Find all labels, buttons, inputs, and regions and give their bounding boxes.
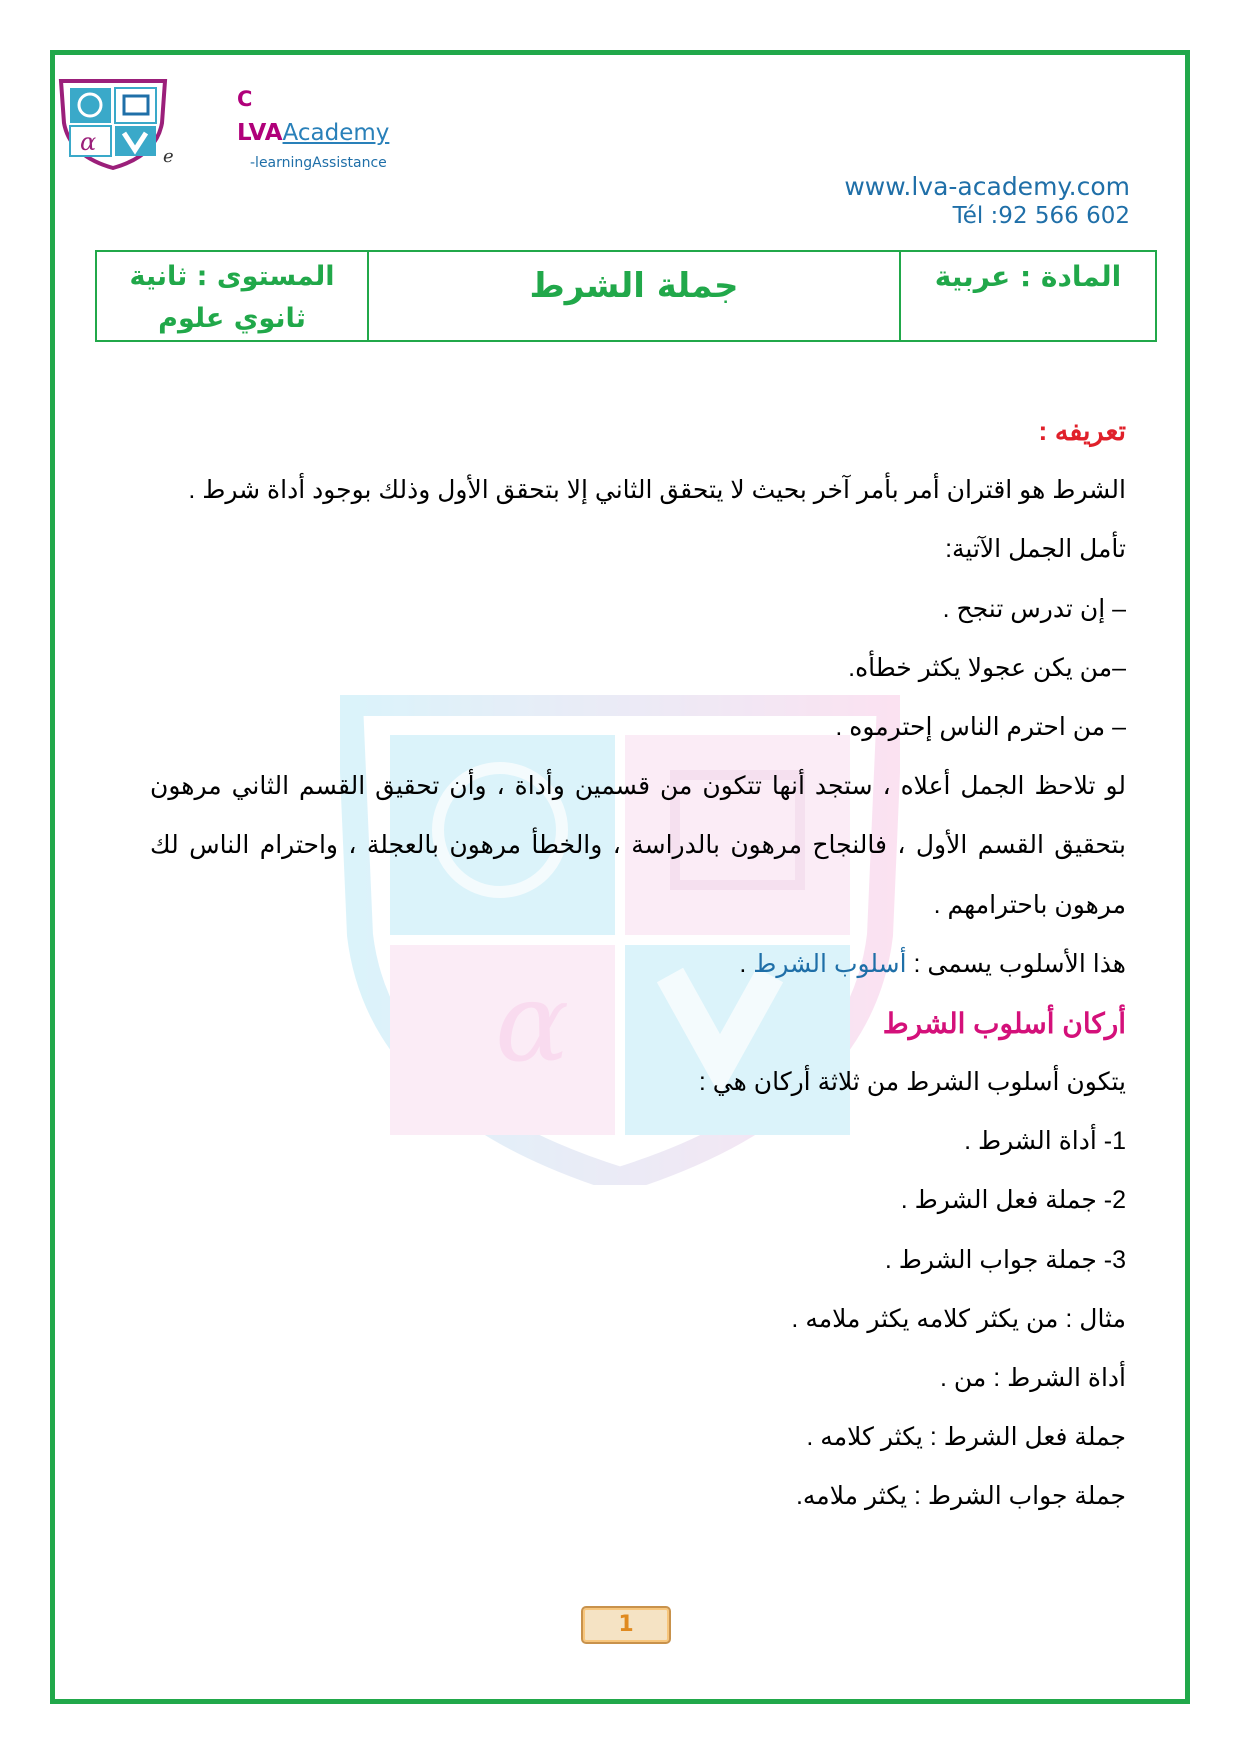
explanation-line: مرهون باحترامهم . — [933, 890, 1126, 919]
level-cell — [97, 252, 367, 340]
level-line-1: المستوى : ثانية — [129, 261, 335, 292]
example-label: مثال : من يكثر كلامه يكثر ملامه . — [791, 1304, 1126, 1333]
level-line-2: ثانوي علوم — [158, 303, 306, 334]
brand-mark: C — [237, 87, 253, 111]
brand-academy: Academy — [282, 120, 390, 146]
explanation-line: لو تلاحظ الجمل أعلاه ، ستجد أنها تتكون من قسمين وأداة ، وأن تحقيق القسم الثاني مرهون — [150, 772, 1126, 801]
example-condition: جملة فعل الشرط : يكثر كلامه . — [806, 1423, 1126, 1452]
brand-tagline: -learningAssistance — [250, 155, 387, 171]
brand-e-letter: e — [163, 146, 174, 167]
pillar-item: 1- أداة الشرط . — [964, 1127, 1126, 1156]
style-prefix: هذا الأسلوب يسمى : — [913, 949, 1126, 978]
brand-name — [237, 120, 389, 146]
pillars-heading: أركان أسلوب الشرط — [882, 1007, 1126, 1039]
example-answer: جملة جواب الشرط : يكثر ملامه. — [795, 1482, 1126, 1511]
info-table — [95, 250, 1157, 342]
brand-lva: LVA — [237, 120, 283, 146]
example-sentence: – من احترم الناس إحترموه . — [835, 712, 1126, 741]
page-number: 1 — [581, 1606, 671, 1644]
definition-text: الشرط هو اقتران أمر بأمر آخر بحيث لا يتحقق الثاني إلا بتحقق الأول وذلك بوجود أداة شرط . — [188, 476, 1126, 505]
style-name-line — [150, 935, 1126, 994]
style-suffix: . — [739, 949, 747, 978]
pillars-intro: يتكون أسلوب الشرط من ثلاثة أركان هي : — [698, 1068, 1126, 1097]
lesson-title: جملة الشرط — [367, 252, 899, 340]
style-name: أسلوب الشرط — [753, 949, 907, 978]
explanation-line: بتحقيق القسم الأول ، فالنجاح مرهون بالدراسة ، والخطأ مرهون بالعجلة ، واحترام الناس لك — [150, 831, 1126, 860]
pillar-item: 3- جملة جواب الشرط . — [884, 1245, 1126, 1274]
lesson-content — [150, 402, 1126, 1527]
lva-academy-logo — [58, 78, 168, 170]
website-link[interactable]: www.lva-academy.com — [844, 172, 1130, 201]
pillar-item: 2- جملة فعل الشرط . — [900, 1186, 1126, 1215]
subject-cell: المادة : عربية — [899, 252, 1155, 340]
observe-label: تأمل الجمل الآتية: — [945, 535, 1126, 564]
example-sentence: – إن تدرس تنجح . — [942, 594, 1126, 623]
svg-text:α: α — [80, 128, 97, 156]
definition-heading: تعريفه : — [1038, 416, 1126, 446]
phone-number: Tél :92 566 602 — [952, 203, 1130, 229]
svg-text:α: α — [495, 958, 570, 1086]
example-sentence: –من يكن عجولا يكثر خطأه. — [848, 653, 1126, 682]
example-tool: أداة الشرط : من . — [940, 1364, 1126, 1392]
